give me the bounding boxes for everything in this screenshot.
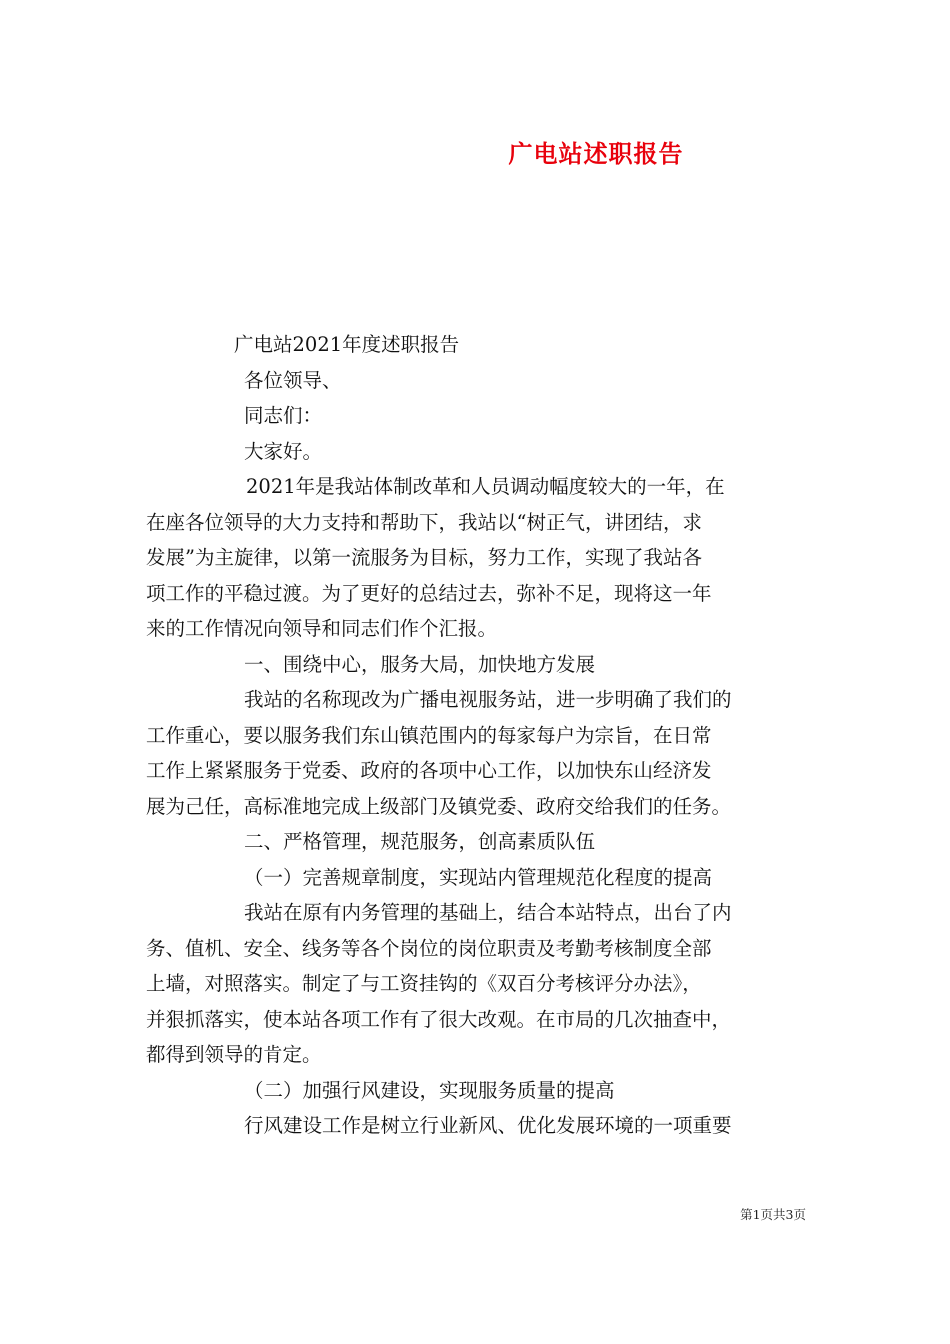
section-heading: 二、严格管理，规范服务，创高素质队伍 (244, 830, 596, 853)
document-body (146, 327, 806, 1144)
paragraph-line: 发展”为主旋律，以第一流服务为目标，努力工作，实现了我站各 (146, 546, 702, 569)
paragraph-line: 在座各位领导的大力支持和帮助下，我站以“树正气，讲团结，求 (146, 510, 702, 534)
paragraph-line: 并狠抓落实，使本站各项工作有了很大改观。在市局的几次抽查中， (146, 1007, 732, 1031)
salutation-line: 同志们： (244, 404, 323, 427)
section-heading: 一、围绕中心，服务大局，加快地方发展 (244, 652, 596, 676)
paragraph-line: 2021年是我站体制改革和人员调动幅度较大的一年，在 (246, 475, 725, 498)
paragraph-line: 工作重心，要以服务我们东山镇范围内的每家每户为宗旨，在日常 (146, 723, 712, 747)
paragraph-line: 务、值机、安全、线务等各个岗位的岗位职责及考勤考核制度全部 (146, 936, 712, 960)
paragraph-line: 工作上紧紧服务于党委、政府的各项中心工作，以加快东山经济发 (146, 759, 712, 782)
paragraph-line: 来的工作情况向领导和同志们作个汇报。 (146, 617, 498, 640)
page-number: 第1页共3页 (740, 1207, 806, 1222)
paragraph-line: 我站的名称现改为广播电视服务站，进一步明确了我们的 (244, 688, 732, 711)
report-heading: 广电站2021年度述职报告 (234, 333, 460, 356)
paragraph-line: 上墙，对照落实。制定了与工资挂钩的《双百分考核评分办法》， (146, 972, 702, 995)
paragraph-line: 我站在原有内务管理的基础上，结合本站特点，出台了内 (244, 901, 732, 924)
paragraph-line: 展为己任，高标准地完成上级部门及镇党委、政府交给我们的任务。 (146, 794, 732, 818)
page-title: 广电站述职报告 (508, 140, 684, 168)
greeting-line: 大家好。 (244, 439, 323, 463)
paragraph-line: 行风建设工作是树立行业新风、优化发展环境的一项重要 (244, 1114, 732, 1137)
paragraph-line: 项工作的平稳过渡。为了更好的总结过去，弥补不足，现将这一年 (146, 581, 712, 605)
salutation-line: 各位领导、 (244, 368, 342, 392)
subsection-heading: （二）加强行风建设，实现服务质量的提高 (244, 1078, 615, 1102)
paragraph-line: 都得到领导的肯定。 (146, 1043, 322, 1066)
subsection-heading: （一）完善规章制度，实现站内管理规范化程度的提高 (244, 865, 713, 889)
